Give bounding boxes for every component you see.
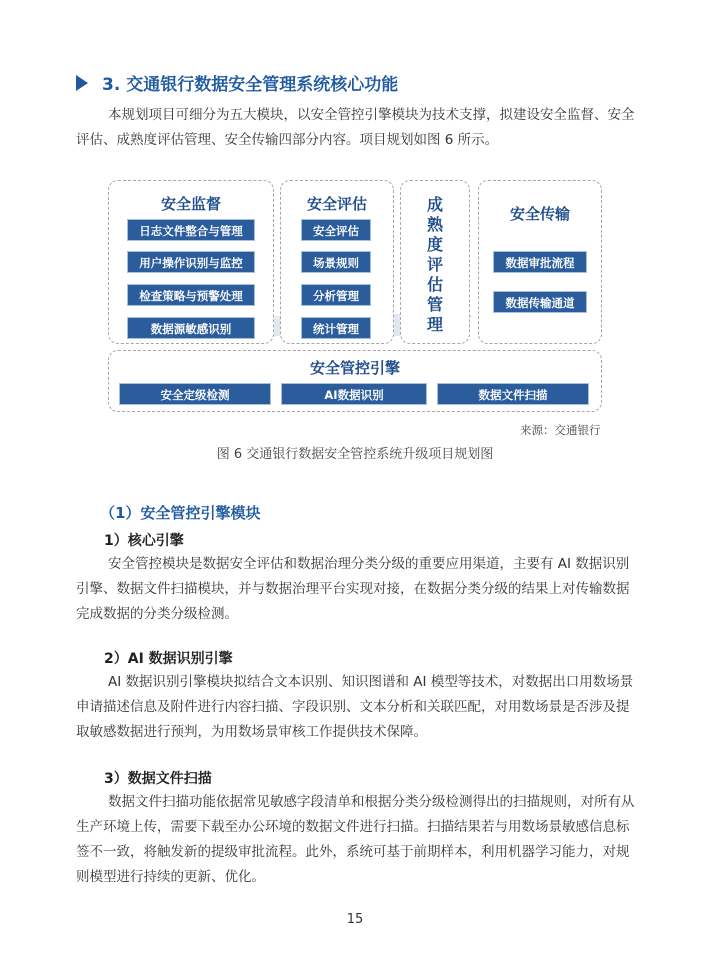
engine-item: 安全定级检测: [119, 383, 271, 405]
transmission-item: 数据传输通道: [493, 291, 587, 313]
transmission-title: 安全传输: [509, 205, 570, 223]
supervision-box: [108, 180, 274, 344]
engine-item: AI数据识别: [281, 383, 427, 405]
ai-engine-paragraph: [76, 670, 636, 745]
section-title: 3. 交通银行数据安全管理系统核心功能: [102, 75, 399, 95]
transmission-item: 数据审批流程: [493, 251, 587, 273]
figure-caption: 图 6 交通银行数据安全管控系统升级项目规划图: [216, 447, 494, 462]
triangle-bullet-icon: [76, 75, 88, 91]
supervision-item: 日志文件整合与管理: [127, 219, 255, 241]
transmission-box: [478, 180, 602, 344]
ai-engine-heading: 2）AI 数据识别引擎: [104, 651, 233, 667]
engine-title: 安全管控引擎: [309, 359, 400, 377]
plan-diagram: [104, 176, 604, 416]
engine-item: 数据文件扫描: [437, 383, 589, 405]
assessment-item: 安全评估: [301, 219, 371, 241]
supervision-item: 检查策略与预警处理: [127, 284, 255, 306]
file-scan-heading: 3）数据文件扫描: [104, 771, 212, 787]
supervision-item: 数据源敏感识别: [127, 317, 255, 339]
core-engine-text: 安全管控模块是数据安全评估和数据治理分类分级的重要应用渠道，主要有 AI 数据识别引擎、数据文件扫描模块，并与数据治理平台实现对接，在数据分类分级的结果上对传输数据完成数据的分类分级检测。: [76, 556, 630, 622]
assessment-item: 分析管理: [301, 284, 371, 306]
page-number: 15: [346, 912, 364, 927]
maturity-title: 成熟度评估管理: [426, 195, 443, 334]
maturity-box: [400, 180, 470, 344]
assessment-box: [280, 180, 394, 344]
assessment-title: 安全评估: [306, 195, 367, 213]
engine-box: [108, 350, 602, 412]
assessment-item: 统计管理: [301, 317, 371, 339]
file-scan-text: 数据文件扫描功能依据常见敏感字段清单和根据分类分级检测得出的扫描规则，对所有从生产环境上传，需要下载至办公环境的数据文件进行扫描。扫描结果若与用数场景敏感信息标签不一致，将触发新的提级审批流程。此外，系统可基于前期样本，利用机器学习能力，对规则模型进行持续的更新、优化。: [76, 794, 635, 885]
assessment-item: 场景规则: [301, 251, 371, 273]
core-engine-heading: 1）核心引擎: [104, 533, 184, 549]
file-scan-paragraph: [76, 790, 636, 890]
figure-source: 来源：交通银行: [520, 423, 601, 437]
core-engine-paragraph: [76, 552, 636, 627]
module-heading: （1）安全管控引擎模块: [100, 504, 261, 522]
section-heading: [76, 70, 398, 95]
supervision-item: 用户操作识别与监控: [127, 251, 255, 273]
intro-paragraph: [76, 103, 636, 153]
ai-engine-text: AI 数据识别引擎模块拟结合文本识别、知识图谱和 AI 模型等技术，对数据出口用数场景申请描述信息及附件进行内容扫描、字段识别、文本分析和关联匹配，对用数场景是否涉及提取敏感数据进行预判，为用数场景审核工作提供技术保障。: [76, 674, 634, 740]
intro-text: 本规划项目可细分为五大模块，以安全管控引擎模块为技术支撑，拟建设安全监督、安全评估、成熟度评估管理、安全传输四部分内容。项目规划如图 6 所示。: [76, 107, 635, 148]
supervision-title: 安全监督: [160, 195, 221, 213]
